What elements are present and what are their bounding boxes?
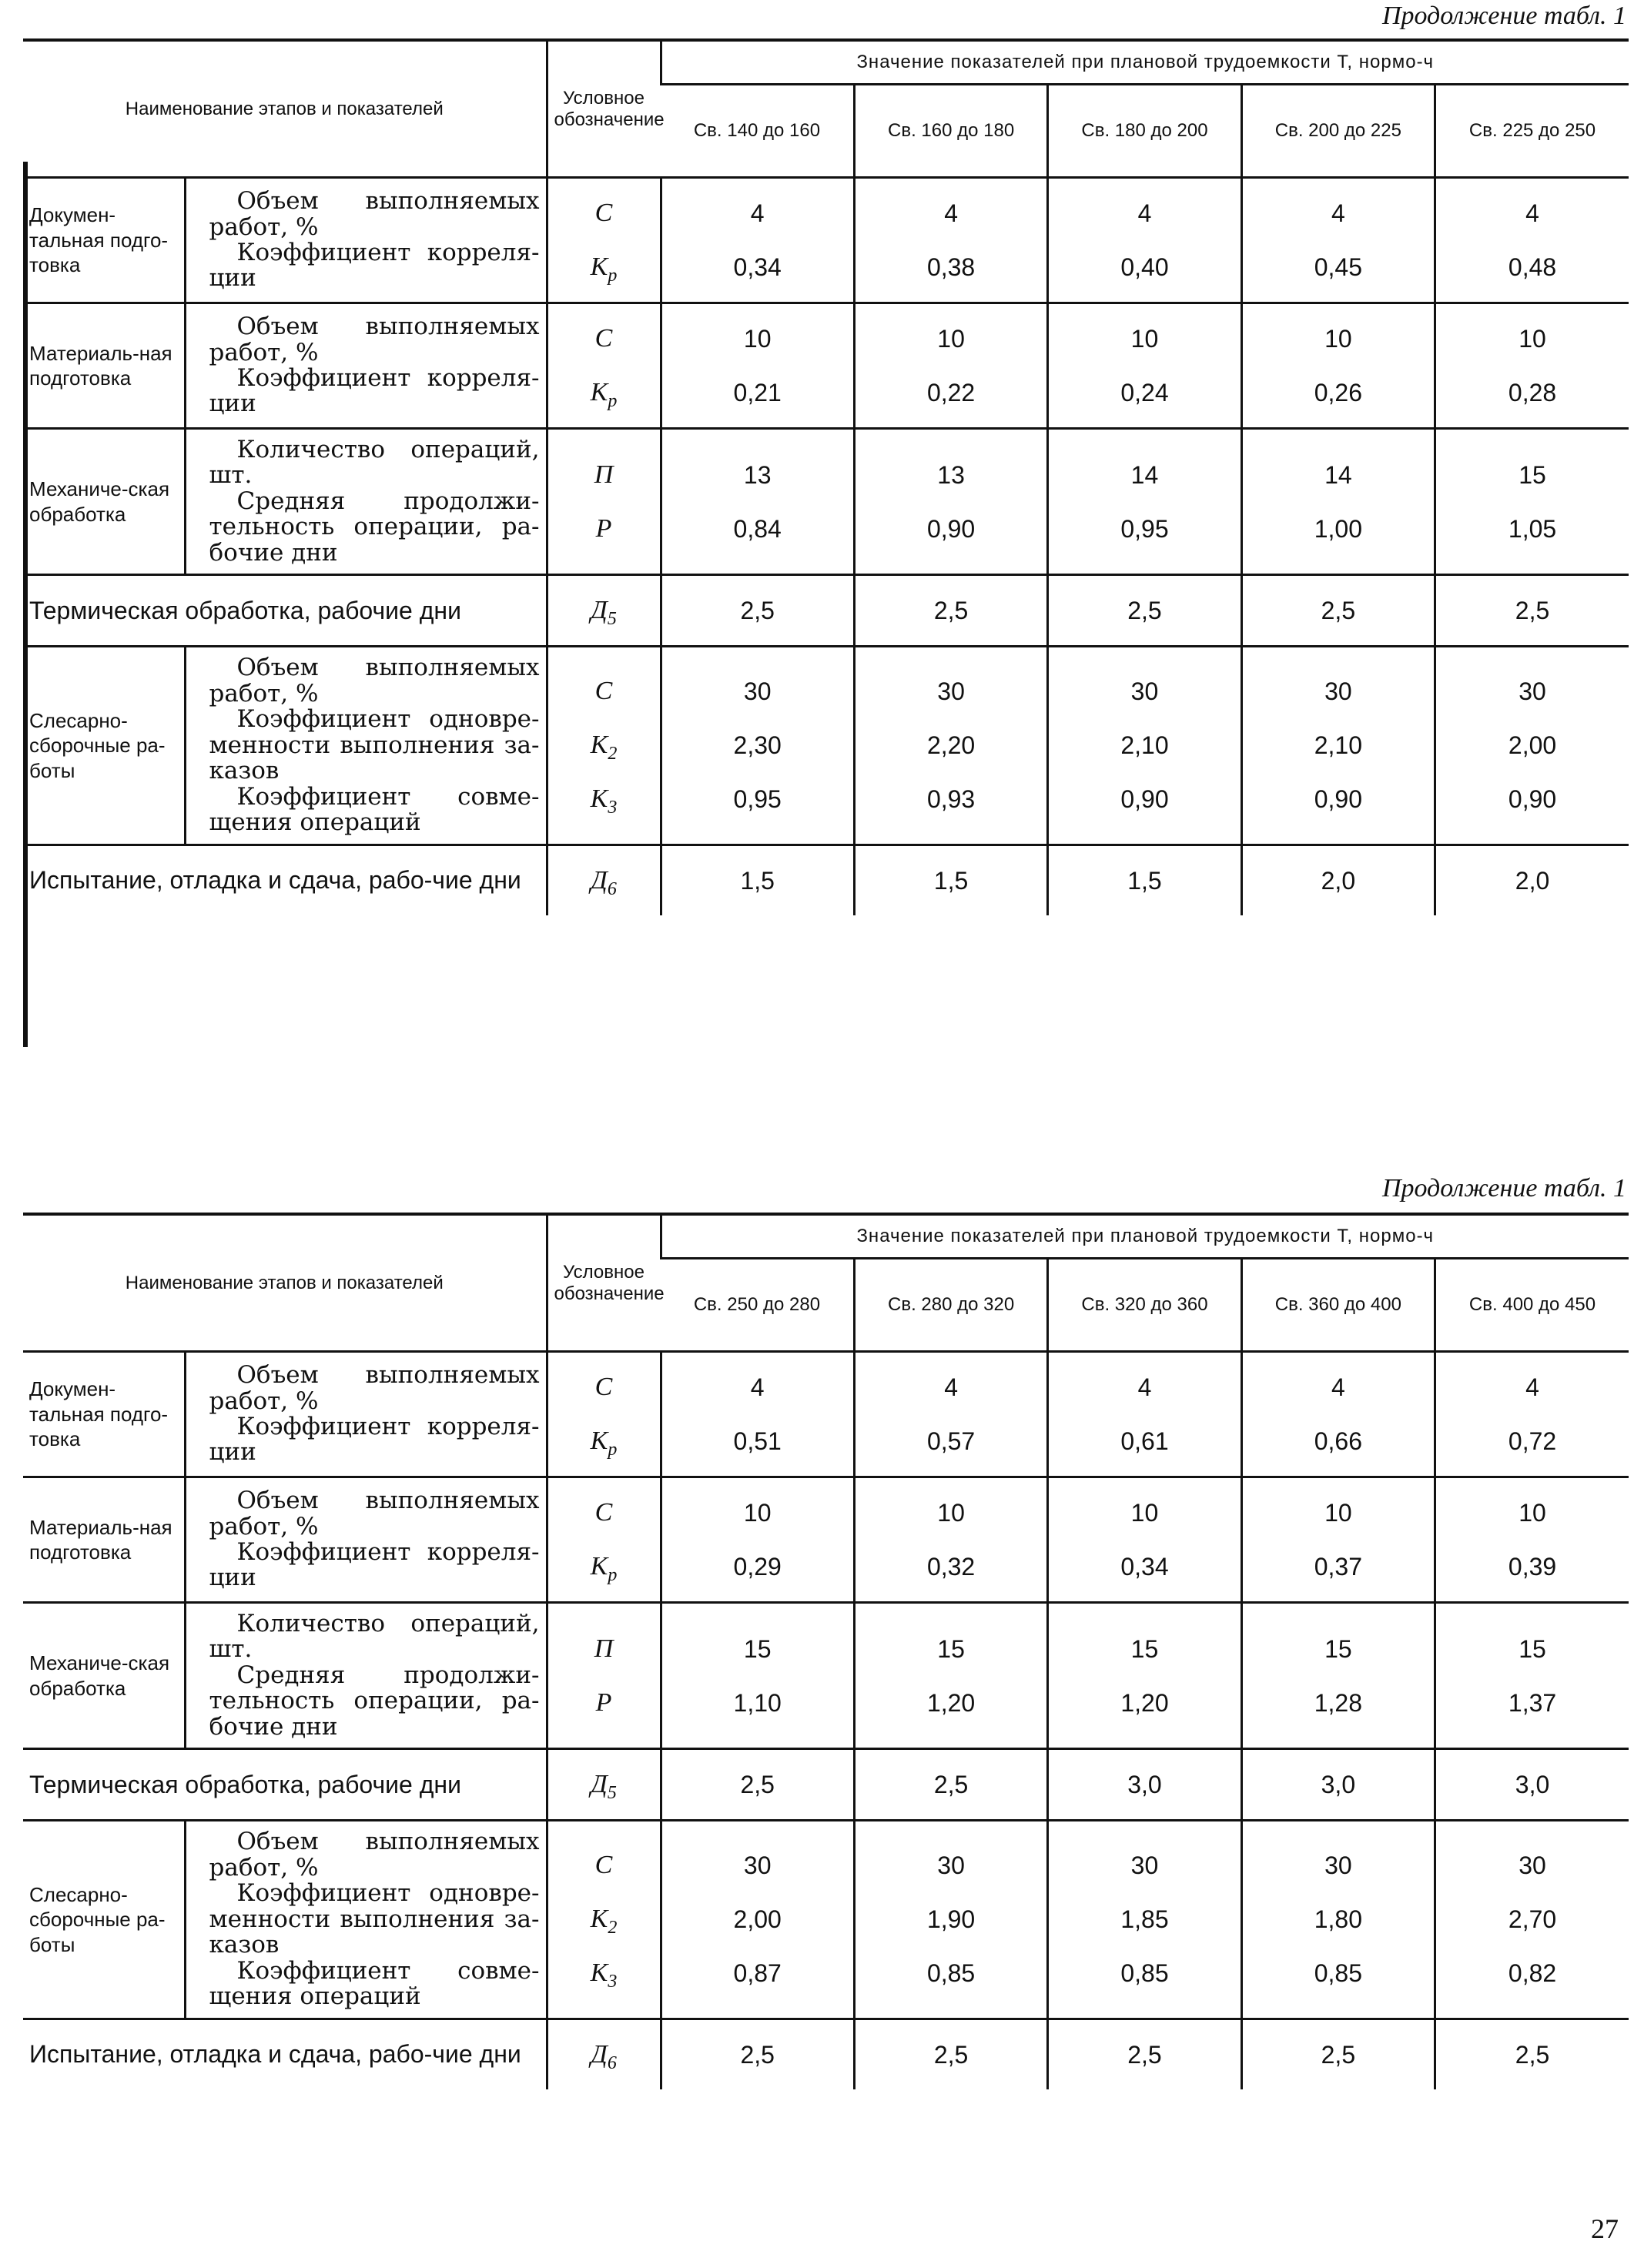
value-cell bbox=[661, 845, 854, 915]
value-cell bbox=[1048, 429, 1241, 575]
indicator-text: Коэффициент совме-щения операций bbox=[209, 782, 540, 837]
symbol: $Д_6$ bbox=[591, 2039, 617, 2073]
value: 0,45 bbox=[1314, 253, 1362, 281]
stage-name: Докумен-тальная подго-товка bbox=[23, 1352, 185, 1477]
value: 0,21 bbox=[733, 379, 782, 406]
symbol: $K_2$ bbox=[590, 1905, 618, 1939]
header-symbol: Условное обозначение bbox=[547, 1214, 661, 1352]
value-cell bbox=[854, 647, 1047, 845]
value: 3,0 bbox=[1321, 1771, 1356, 1799]
value: 3,0 bbox=[1127, 1771, 1162, 1799]
symbol: C bbox=[594, 677, 613, 706]
symbol: C bbox=[594, 1851, 613, 1880]
indicator-text: Коэффициент корреля-ции bbox=[209, 239, 540, 293]
symbol-cell bbox=[547, 2019, 661, 2089]
value-cell bbox=[1241, 1749, 1435, 1821]
value-cell bbox=[1241, 1352, 1435, 1477]
value: 0,39 bbox=[1508, 1553, 1557, 1581]
value: 2,00 bbox=[733, 1905, 782, 1934]
value: 14 bbox=[1324, 460, 1352, 489]
stage-row bbox=[23, 1477, 1629, 1603]
indicator-desc bbox=[185, 1477, 547, 1603]
value: 2,10 bbox=[1120, 731, 1169, 760]
indicator-desc bbox=[185, 178, 547, 303]
value-cell bbox=[661, 1749, 854, 1821]
value: 10 bbox=[1130, 1499, 1159, 1527]
value: 1,90 bbox=[926, 1905, 976, 1934]
range-header: Св. 400 до 450 bbox=[1435, 1259, 1629, 1352]
value: 1,85 bbox=[1120, 1905, 1169, 1934]
value: 0,48 bbox=[1508, 253, 1557, 281]
indicator-text: Объем выполняемых работ, % bbox=[209, 654, 540, 707]
value: 0,32 bbox=[926, 1553, 976, 1581]
indicator-text: Коэффициент одновре-менности выполнения за-казов bbox=[209, 1879, 540, 1959]
symbol: $K_2$ bbox=[590, 731, 618, 764]
indicator-text: Объем выполняемых работ, % bbox=[209, 1828, 540, 1882]
value-cell bbox=[661, 1477, 854, 1603]
data-table bbox=[23, 1213, 1629, 2089]
value: 2,5 bbox=[1321, 2040, 1356, 2069]
header-name: Наименование этапов и показателей bbox=[23, 1214, 547, 1352]
value: 0,85 bbox=[1314, 1959, 1362, 1988]
value-cell bbox=[854, 845, 1047, 915]
value: 4 bbox=[750, 1373, 765, 1401]
value-cell bbox=[1241, 2019, 1435, 2089]
stage-name: Материаль-ная подготовка bbox=[23, 303, 185, 429]
value: 2,70 bbox=[1508, 1905, 1557, 1934]
header-row bbox=[23, 1214, 1629, 1259]
value: 30 bbox=[937, 677, 965, 706]
data-table bbox=[23, 38, 1629, 915]
value: 2,5 bbox=[1127, 597, 1162, 625]
value: 15 bbox=[1130, 1634, 1159, 1663]
value: 13 bbox=[743, 460, 772, 489]
value: 10 bbox=[743, 1499, 772, 1527]
indicator-text: Объем выполняемых работ, % bbox=[209, 187, 540, 241]
value: 14 bbox=[1130, 460, 1159, 489]
indicator-text: Объем выполняемых работ, % bbox=[209, 1487, 540, 1540]
indicator-text: Коэффициент корреля-ции bbox=[209, 364, 540, 418]
value: 0,82 bbox=[1508, 1959, 1557, 1988]
value-cell bbox=[1048, 647, 1241, 845]
symbol-cell bbox=[547, 303, 661, 429]
value-cell bbox=[854, 429, 1047, 575]
value-cell bbox=[1241, 303, 1435, 429]
value: 10 bbox=[1518, 325, 1546, 353]
value: 0,85 bbox=[926, 1959, 976, 1988]
header-name: Наименование этапов и показателей bbox=[23, 40, 547, 178]
stage-name: Слесарно-сборочные ра-боты bbox=[23, 1821, 185, 2019]
symbol: $Д_5$ bbox=[591, 596, 617, 630]
value: 0,84 bbox=[733, 514, 782, 543]
value: 2,5 bbox=[740, 1771, 775, 1799]
value-cell bbox=[1435, 178, 1629, 303]
value: 0,90 bbox=[1314, 785, 1362, 814]
symbol: $K_р$ bbox=[590, 1552, 618, 1585]
symbol: C bbox=[594, 1498, 613, 1527]
stage-name: Испытание, отладка и сдача, рабо-чие дни bbox=[23, 2019, 547, 2089]
value-cell bbox=[661, 1352, 854, 1477]
symbol: C bbox=[594, 1373, 613, 1401]
indicator-desc bbox=[185, 1603, 547, 1749]
value: 1,05 bbox=[1508, 514, 1557, 543]
indicator-text: Объем выполняемых работ, % bbox=[209, 1361, 540, 1415]
value-cell bbox=[854, 178, 1047, 303]
value: 13 bbox=[937, 460, 965, 489]
value: 2,5 bbox=[1321, 597, 1356, 625]
stage-name: Испытание, отладка и сдача, рабо-чие дни bbox=[23, 845, 547, 915]
value-cell bbox=[1435, 575, 1629, 647]
value: 1,5 bbox=[933, 866, 969, 895]
value: 1,5 bbox=[740, 866, 775, 895]
stage-name: Докумен-тальная подго-товка bbox=[23, 178, 185, 303]
value: 2,5 bbox=[1127, 2040, 1162, 2069]
indicator-text: Средняя продолжи-тельность операции, ра-бочие дни bbox=[209, 487, 540, 567]
value-cell bbox=[854, 2019, 1047, 2089]
value-cell bbox=[1241, 1477, 1435, 1603]
value-cell bbox=[1241, 647, 1435, 845]
range-header: Св. 200 до 225 bbox=[1241, 85, 1435, 178]
value: 2,5 bbox=[740, 2040, 775, 2069]
value: 30 bbox=[1130, 1852, 1159, 1880]
value: 2,0 bbox=[1321, 866, 1356, 895]
value: 0,95 bbox=[733, 785, 782, 814]
symbol-cell bbox=[547, 1821, 661, 2019]
value-cell bbox=[1435, 1749, 1629, 1821]
stage-row bbox=[23, 575, 1629, 647]
value-cell bbox=[661, 575, 854, 647]
value-cell bbox=[854, 1603, 1047, 1749]
header-row bbox=[23, 40, 1629, 85]
value: 0,90 bbox=[1508, 785, 1557, 814]
indicator-desc bbox=[185, 1352, 547, 1477]
stage-name: Термическая обработка, рабочие дни bbox=[23, 575, 547, 647]
value: 30 bbox=[937, 1852, 965, 1880]
value: 2,10 bbox=[1314, 731, 1362, 760]
value: 0,90 bbox=[926, 514, 976, 543]
stage-name: Термическая обработка, рабочие дни bbox=[23, 1749, 547, 1821]
value: 0,26 bbox=[1314, 379, 1362, 406]
value-cell bbox=[661, 647, 854, 845]
value: 4 bbox=[1331, 199, 1345, 227]
value: 10 bbox=[1324, 1499, 1352, 1527]
value: 30 bbox=[743, 1852, 772, 1880]
value: 2,5 bbox=[740, 597, 775, 625]
value: 0,85 bbox=[1120, 1959, 1169, 1988]
value-cell bbox=[1435, 845, 1629, 915]
range-header: Св. 250 до 280 bbox=[693, 1294, 821, 1316]
value-cell bbox=[661, 178, 854, 303]
value-cell bbox=[854, 575, 1047, 647]
header-values-span: Значение показателей при плановой трудоемкости T, нормо-ч bbox=[661, 1214, 1629, 1259]
value: 1,28 bbox=[1314, 1688, 1362, 1717]
symbol: C bbox=[594, 324, 613, 353]
value-cell bbox=[854, 303, 1047, 429]
stage-name: Материаль-ная подготовка bbox=[23, 1477, 185, 1603]
value-cell bbox=[1435, 429, 1629, 575]
stage-name: Механиче-ская обработка bbox=[23, 429, 185, 575]
value-cell bbox=[1048, 1749, 1241, 1821]
value: 15 bbox=[937, 1634, 965, 1663]
value: 2,5 bbox=[1515, 597, 1550, 625]
value: 4 bbox=[944, 1373, 958, 1401]
value: 1,37 bbox=[1508, 1688, 1557, 1717]
indicator-text: Объем выполняемых работ, % bbox=[209, 313, 540, 366]
value: 0,22 bbox=[926, 379, 976, 406]
value-cell bbox=[1048, 1352, 1241, 1477]
range-header: Св. 280 до 320 bbox=[854, 1259, 1047, 1352]
value: 10 bbox=[937, 325, 965, 353]
range-header: Св. 180 до 200 bbox=[1048, 85, 1241, 178]
stage-name: Механиче-ская обработка bbox=[23, 1603, 185, 1749]
value: 0,34 bbox=[733, 253, 782, 281]
stage-row bbox=[23, 429, 1629, 575]
value: 0,34 bbox=[1120, 1553, 1169, 1581]
value: 4 bbox=[944, 199, 958, 227]
value: 0,51 bbox=[733, 1427, 782, 1455]
value: 10 bbox=[1324, 325, 1352, 353]
value: 30 bbox=[743, 677, 772, 706]
value: 0,40 bbox=[1120, 253, 1169, 281]
symbol-cell bbox=[547, 647, 661, 845]
range-header: Св. 140 до 160 bbox=[693, 120, 821, 142]
symbol: $K_3$ bbox=[590, 784, 618, 818]
value: 4 bbox=[1331, 1373, 1345, 1401]
value-cell bbox=[1435, 1477, 1629, 1603]
value-cell bbox=[1048, 1603, 1241, 1749]
stage-name: Слесарно-сборочные ра-боты bbox=[23, 647, 185, 845]
value-cell bbox=[1048, 1821, 1241, 2019]
value: 0,95 bbox=[1120, 514, 1169, 543]
indicator-text: Коэффициент корреля-ции bbox=[209, 1413, 540, 1467]
value-cell bbox=[1241, 178, 1435, 303]
stage-row bbox=[23, 1352, 1629, 1477]
page-number: 27 bbox=[1591, 2213, 1619, 2244]
value: 1,20 bbox=[926, 1688, 976, 1717]
value-cell bbox=[854, 1352, 1047, 1477]
value: 0,37 bbox=[1314, 1553, 1362, 1581]
indicator-text: Количество операций, шт. bbox=[209, 436, 540, 490]
value-cell bbox=[854, 1749, 1047, 1821]
value: 2,00 bbox=[1508, 731, 1557, 760]
value-cell bbox=[1048, 2019, 1241, 2089]
value: 0,28 bbox=[1508, 379, 1557, 406]
value: 10 bbox=[743, 325, 772, 353]
indicator-text: Количество операций, шт. bbox=[209, 1610, 540, 1664]
range-header: Св. 360 до 400 bbox=[1241, 1259, 1435, 1352]
continuation-label-bottom: Продолжение табл. 1 bbox=[1381, 1174, 1626, 1203]
symbol: $K_р$ bbox=[590, 1427, 618, 1460]
header-values-span: Значение показателей при плановой трудоемкости T, нормо-ч bbox=[661, 40, 1629, 85]
value: 0,61 bbox=[1120, 1427, 1169, 1455]
symbol-cell bbox=[547, 178, 661, 303]
value-cell bbox=[1048, 575, 1241, 647]
symbol: $K_р$ bbox=[590, 253, 618, 286]
value: 15 bbox=[1518, 460, 1546, 489]
symbol-cell bbox=[547, 429, 661, 575]
symbol: П bbox=[594, 1634, 614, 1663]
value-cell bbox=[661, 303, 854, 429]
value: 1,20 bbox=[1120, 1688, 1169, 1717]
value: 4 bbox=[1137, 1373, 1152, 1401]
value: 10 bbox=[937, 1499, 965, 1527]
value-cell bbox=[661, 1603, 854, 1749]
value: 1,5 bbox=[1127, 866, 1162, 895]
value: 4 bbox=[1137, 199, 1152, 227]
indicator-desc bbox=[185, 1821, 547, 2019]
header-symbol: Условное обозначение bbox=[547, 40, 661, 178]
range-header: Св. 160 до 180 bbox=[854, 85, 1047, 178]
value: 4 bbox=[1525, 199, 1539, 227]
indicator-text: Коэффициент одновре-менности выполнения за-казов bbox=[209, 705, 540, 785]
value-cell bbox=[1435, 2019, 1629, 2089]
value-cell bbox=[1048, 845, 1241, 915]
symbol: $Д_6$ bbox=[591, 865, 617, 899]
value: 2,5 bbox=[933, 597, 969, 625]
indicator-text: Средняя продолжи-тельность операции, ра-бочие дни bbox=[209, 1661, 540, 1741]
range-header: Св. 225 до 250 bbox=[1435, 85, 1629, 178]
value: 10 bbox=[1130, 325, 1159, 353]
value: 3,0 bbox=[1515, 1771, 1550, 1799]
value: 2,0 bbox=[1515, 866, 1550, 895]
symbol: П bbox=[594, 460, 614, 489]
symbol: P bbox=[595, 513, 612, 543]
value: 15 bbox=[1518, 1634, 1546, 1663]
value-cell bbox=[1241, 845, 1435, 915]
value: 2,5 bbox=[933, 2040, 969, 2069]
stage-row bbox=[23, 178, 1629, 303]
value: 0,29 bbox=[733, 1553, 782, 1581]
value: 30 bbox=[1518, 677, 1546, 706]
value: 0,38 bbox=[926, 253, 976, 281]
symbol-cell bbox=[547, 575, 661, 647]
value-cell bbox=[1435, 647, 1629, 845]
value: 10 bbox=[1518, 1499, 1546, 1527]
stage-row bbox=[23, 1821, 1629, 2019]
value-cell bbox=[1048, 303, 1241, 429]
value: 1,00 bbox=[1314, 514, 1362, 543]
symbol: $K_3$ bbox=[590, 1959, 618, 1992]
value: 2,30 bbox=[733, 731, 782, 760]
symbol: C bbox=[594, 199, 613, 227]
stage-row bbox=[23, 2019, 1629, 2089]
indicator-text: Коэффициент корреля-ции bbox=[209, 1538, 540, 1592]
value-cell bbox=[1241, 429, 1435, 575]
value-cell bbox=[854, 1477, 1047, 1603]
value: 0,72 bbox=[1508, 1427, 1557, 1455]
symbol-cell bbox=[547, 1352, 661, 1477]
stage-row bbox=[23, 647, 1629, 845]
value: 4 bbox=[1525, 1373, 1539, 1401]
value-cell bbox=[854, 1821, 1047, 2019]
value-cell bbox=[1435, 1352, 1629, 1477]
value: 2,20 bbox=[926, 731, 976, 760]
value: 0,90 bbox=[1120, 785, 1169, 814]
stage-row bbox=[23, 845, 1629, 915]
value: 15 bbox=[743, 1634, 772, 1663]
value: 30 bbox=[1324, 1852, 1352, 1880]
table-part-2 bbox=[23, 1213, 1629, 2089]
indicator-desc bbox=[185, 647, 547, 845]
symbol-cell bbox=[547, 1477, 661, 1603]
value: 15 bbox=[1324, 1634, 1352, 1663]
stage-row bbox=[23, 303, 1629, 429]
value: 0,87 bbox=[733, 1959, 782, 1988]
value-cell bbox=[1241, 575, 1435, 647]
symbol: $K_р$ bbox=[590, 378, 618, 411]
symbol-cell bbox=[547, 1603, 661, 1749]
value-cell bbox=[661, 2019, 854, 2089]
value: 0,57 bbox=[926, 1427, 976, 1455]
value: 30 bbox=[1130, 677, 1159, 706]
value-cell bbox=[1241, 1603, 1435, 1749]
value: 0,66 bbox=[1314, 1427, 1362, 1455]
symbol: P bbox=[595, 1688, 612, 1717]
value-cell bbox=[661, 429, 854, 575]
value: 2,5 bbox=[933, 1771, 969, 1799]
value-cell bbox=[661, 1821, 854, 2019]
value-cell bbox=[1435, 1603, 1629, 1749]
table-part-1 bbox=[23, 38, 1629, 915]
value: 2,5 bbox=[1515, 2040, 1550, 2069]
value: 30 bbox=[1518, 1852, 1546, 1880]
value-cell bbox=[1435, 1821, 1629, 2019]
value-cell bbox=[1435, 303, 1629, 429]
value: 0,24 bbox=[1120, 379, 1169, 406]
continuation-label-top: Продолжение табл. 1 bbox=[1381, 2, 1626, 30]
indicator-desc bbox=[185, 303, 547, 429]
indicator-text: Коэффициент совме-щения операций bbox=[209, 1956, 540, 2011]
value: 4 bbox=[750, 199, 765, 227]
stage-row bbox=[23, 1749, 1629, 1821]
value-cell bbox=[1048, 1477, 1241, 1603]
symbol-cell bbox=[547, 845, 661, 915]
symbol-cell bbox=[547, 1749, 661, 1821]
value-cell bbox=[1241, 1821, 1435, 2019]
value-cell bbox=[1048, 178, 1241, 303]
value: 1,80 bbox=[1314, 1905, 1362, 1934]
symbol: $Д_5$ bbox=[591, 1770, 617, 1804]
value: 0,93 bbox=[926, 785, 976, 814]
value: 1,10 bbox=[733, 1688, 782, 1717]
stage-row bbox=[23, 1603, 1629, 1749]
indicator-desc bbox=[185, 429, 547, 575]
range-header: Св. 320 до 360 bbox=[1048, 1259, 1241, 1352]
value: 30 bbox=[1324, 677, 1352, 706]
